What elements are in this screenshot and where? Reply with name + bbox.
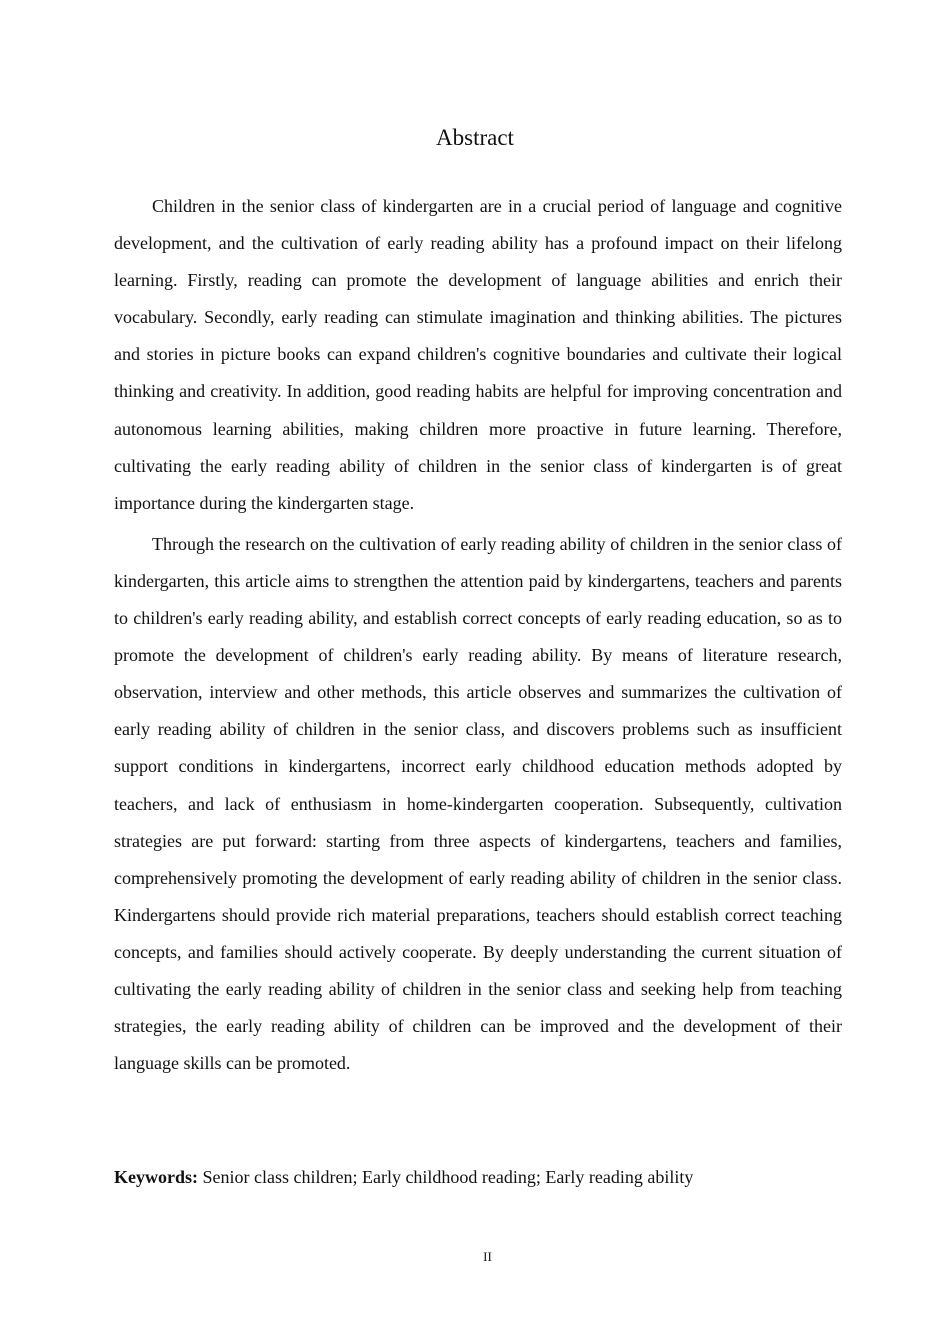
page-number: II <box>483 1249 492 1264</box>
abstract-paragraph-2: Through the research on the cultivation of early reading ability of children in the senior class of kindergarten, this article aims to strengthen the attention paid by kindergartens, teachers and parents to children's early reading ability, and establish correct concepts of early reading education, so as to promote the development of children's early reading ability. By means of literature research, observation, interview and other methods, this article observes and summarizes the cultivation of early reading ability of children in the senior class, and discovers problems such as insufficient support conditions in kindergartens, incorrect early childhood education methods adopted by teachers, and lack of enthusiasm in home-kindergarten cooperation. Subsequently, cultivation strategies are put forward: starting from three aspects of kindergartens, teachers and families, comprehensively promoting the development of early reading ability of children in the senior class. Kindergartens should provide rich material preparations, teachers should establish correct teaching concepts, and families should actively cooperate. By deeply understanding the current situation of cultivating the early reading ability of children in the senior class and seeking help from teaching strategies, the early reading ability of children can be improved and the development of their language skills can be promoted. <box>114 533 842 1074</box>
page-title: Abstract <box>436 125 514 150</box>
abstract-paragraph-1: Children in the senior class of kindergarten are in a crucial period of language and cognitive development, and the cultivation of early reading ability has a profound impact on their lifelong learning. Firstly, reading can promote the development of language abilities and enrich their vocabulary. Secondly, early reading can stimulate imagination and thinking abilities. The pictures and stories in picture books can expand children's cognitive boundaries and cultivate their logical thinking and creativity. In addition, good reading habits are helpful for improving concentration and autonomous learning abilities, making children more proactive in future learning. Therefore, cultivating the early reading ability of children in the senior class of kindergarten is of great importance during the kindergarten stage. <box>114 196 842 513</box>
keywords-line <box>114 1163 842 1191</box>
keywords-text: Senior class children; Early childhood reading; Early reading ability <box>202 1167 694 1187</box>
keywords-label: Keywords: <box>114 1167 198 1187</box>
abstract-body <box>114 188 842 1082</box>
